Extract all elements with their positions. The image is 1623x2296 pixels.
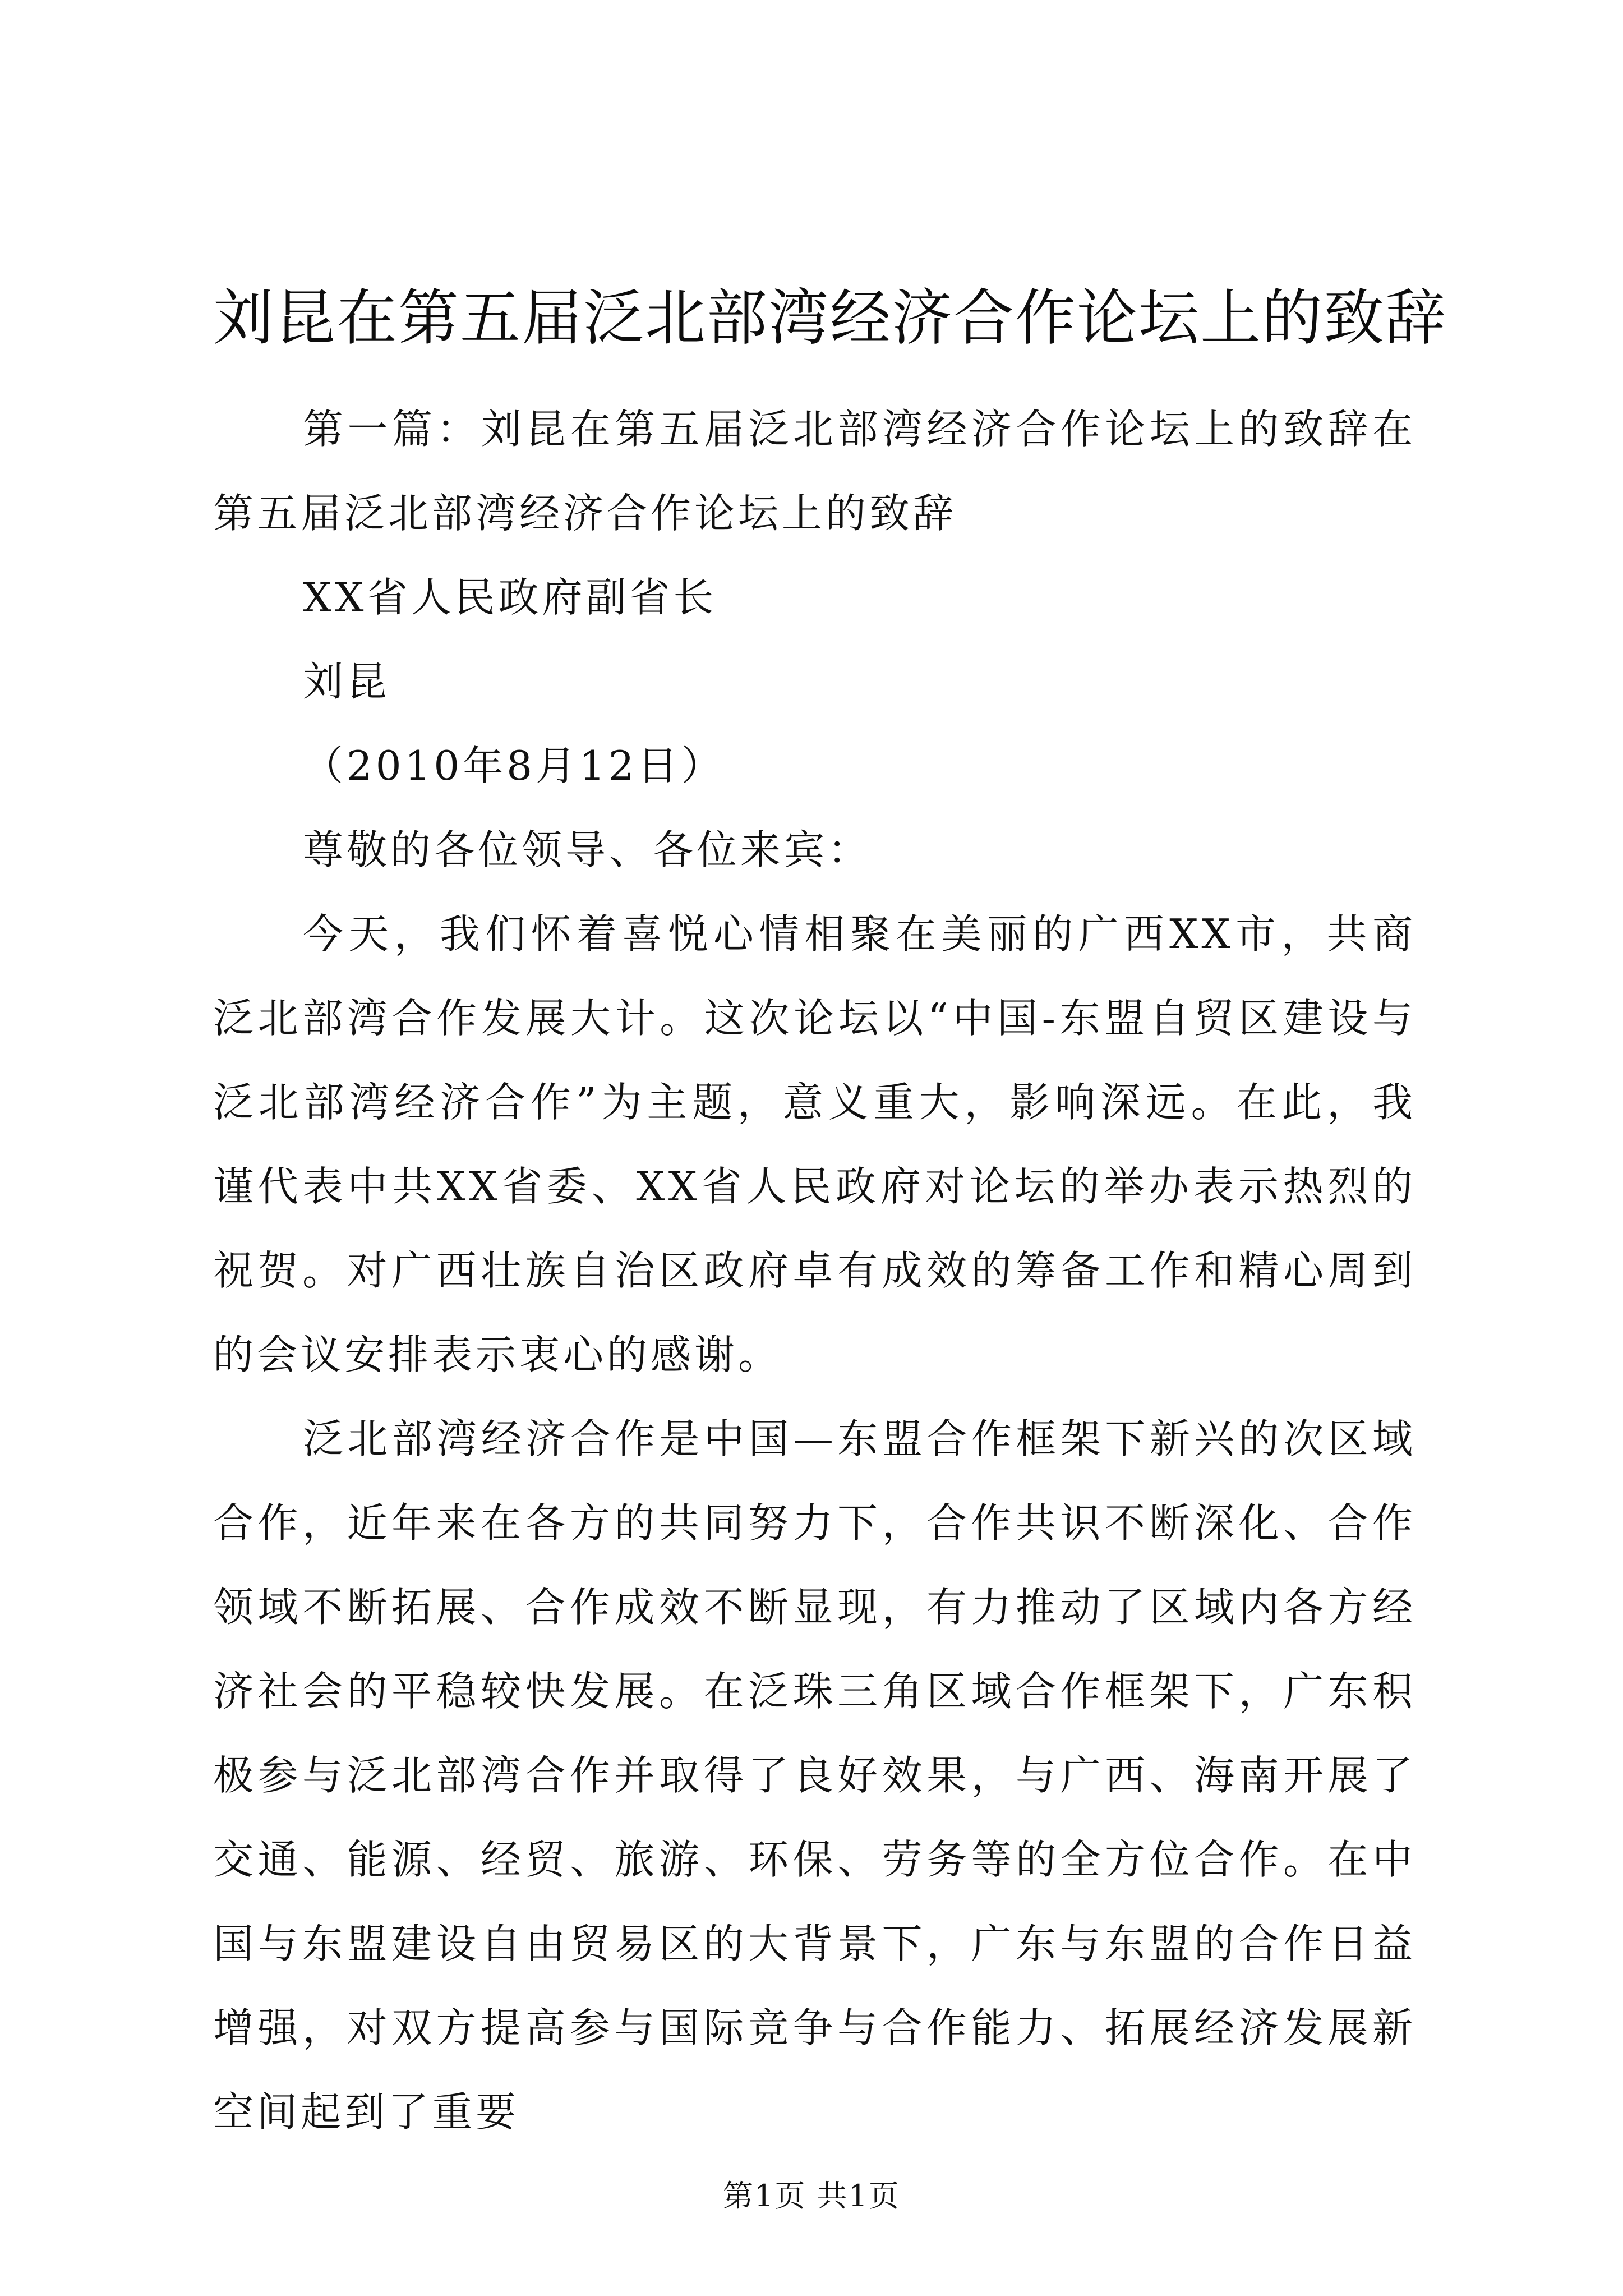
document-title: 刘昆在第五届泛北部湾经济合作论坛上的致辞	[213, 283, 1447, 353]
paragraph-author-title: XX省人民政府副省长	[303, 574, 717, 621]
paragraph-author-name: 刘昆	[303, 658, 391, 705]
document-body	[213, 387, 1416, 2154]
page-footer: 第1页 共1页	[723, 2178, 900, 2214]
paragraph-body-2: 泛北部湾经济合作是中国—东盟合作框架下新兴的次区域合作，近年来在各方的共同努力下，合作共识不断深化、合作领域不断拓展、合作成效不断显现，有力推动了区域内各方经济社会的平稳较快发展。在泛珠三角区域合作框架下，广东积极参与泛北部湾合作并取得了良好效果，与广西、海南开展了交通、能源、经贸、旅游、环保、劳务等的全方位合作。在中国与东盟建设自由贸易区的大背景下，广东与东盟的合作日益增强，对双方提高参与国际竞争与合作能力、拓展经济发展新空间起到了重要	[213, 1415, 1416, 2136]
paragraph-date: （2010年8月12日）	[303, 742, 725, 789]
paragraph-salutation: 尊敬的各位领导、各位来宾：	[303, 826, 872, 873]
paragraph-body-1: 今天，我们怀着喜悦心情相聚在美丽的广西XX市，共商泛北部湾合作发展大计。这次论坛以“中国-东盟自贸区建设与泛北部湾经济合作”为主题，意义重大，影响深远。在此，我谨代表中共XX省委、XX省人民政府对论坛的举办表示热烈的祝贺。对广西壮族自治区政府卓有成效的筹备工作和精心周到的会议安排表示衷心的感谢。	[213, 910, 1416, 1378]
paragraph-heading: 第一篇：刘昆在第五届泛北部湾经济合作论坛上的致辞在第五届泛北部湾经济合作论坛上的致辞	[213, 406, 1416, 537]
